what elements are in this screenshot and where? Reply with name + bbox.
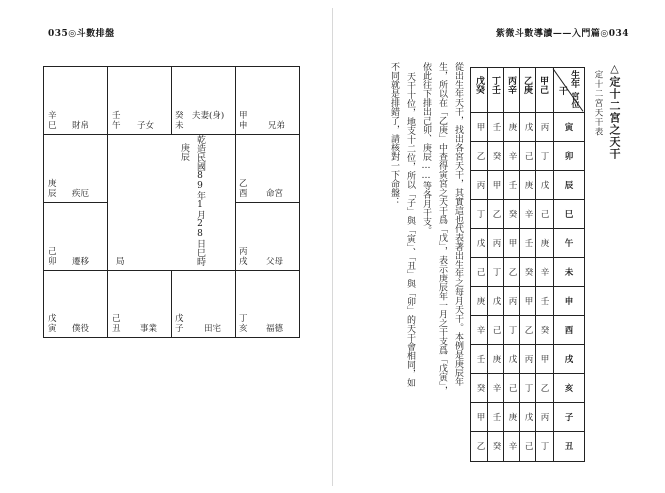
stem-cell: 乙 (524, 326, 534, 336)
cell-palace: 子女 (137, 121, 155, 131)
palace-cell: 丑 (564, 442, 574, 452)
table-line (471, 170, 584, 171)
chart-grid-line (44, 134, 299, 135)
cell-stem-branch: 丁亥 (239, 314, 248, 334)
page-gutter (332, 8, 333, 486)
year-head: 丙辛 (506, 76, 516, 94)
corner-year-label: 生年 (569, 70, 579, 88)
cell-palace: 命宮 (266, 189, 284, 199)
stem-cell: 辛 (524, 210, 534, 220)
table-line (471, 344, 584, 345)
palace-cell: 卯 (564, 152, 574, 162)
cell-stem-branch: 戊寅 (48, 314, 57, 334)
stem-cell: 甲 (476, 413, 486, 423)
stem-cell: 乙 (492, 210, 502, 220)
stem-cell: 戊 (524, 123, 534, 133)
stem-cell: 乙 (476, 442, 486, 452)
stem-cell: 丁 (508, 326, 518, 336)
corner-palace-label: 宮位 (571, 92, 581, 108)
cell-stem-branch: 癸未 (175, 111, 184, 131)
stem-cell: 丙 (540, 413, 550, 423)
chart-grid-line (235, 202, 299, 203)
stem-cell: 壬 (508, 181, 518, 191)
cell-palace: 父母 (266, 257, 284, 267)
cell-stem-branch: 壬午 (112, 111, 121, 131)
table-line (471, 228, 584, 229)
chart-grid-line (171, 67, 172, 134)
stem-cell: 戊 (492, 297, 502, 307)
stem-cell: 壬 (540, 297, 550, 307)
stem-cell: 癸 (540, 326, 550, 336)
stem-cell: 癸 (524, 268, 534, 278)
stem-cell: 乙 (508, 268, 518, 278)
palace-cell: 申 (564, 297, 574, 307)
stem-cell: 壬 (476, 355, 486, 365)
cell-stem-branch: 己丑 (112, 314, 121, 334)
cell-stem-branch: 庚辰 (48, 179, 57, 199)
right-running-header: 紫微斗數導讀——入門篇◎034 (495, 29, 629, 39)
table-line (471, 373, 584, 374)
stem-cell: 丙 (508, 297, 518, 307)
stem-cell: 己 (540, 210, 550, 220)
palace-cell: 亥 (564, 384, 574, 394)
stem-cell: 己 (524, 152, 534, 162)
cell-palace: 遷移 (72, 257, 90, 267)
palace-cell: 寅 (564, 123, 574, 133)
cell-stem-branch: 戊子 (175, 314, 184, 334)
cell-palace: 兄弟 (268, 121, 286, 131)
cell-stem-branch: 己卯 (48, 247, 57, 267)
stem-cell: 丁 (476, 210, 486, 220)
left-running-header: 035◎斗數排盤 (48, 29, 115, 39)
year-head: 乙庚 (522, 76, 532, 94)
stem-cell: 庚 (540, 239, 550, 249)
cell-stem-branch: 甲申 (239, 111, 248, 131)
stem-cell: 癸 (492, 152, 502, 162)
stem-cell: 丁 (492, 268, 502, 278)
stem-cell: 癸 (476, 384, 486, 394)
table-line (471, 199, 584, 200)
palace-cell: 子 (564, 413, 574, 423)
body-paragraph: 生，所以在「乙庚」中查得寅宮之天干爲「戊」，表示庚辰年一月之干支爲「戊寅」， (437, 62, 447, 395)
stem-cell: 庚 (492, 355, 502, 365)
cell-palace: 僕役 (72, 324, 90, 334)
palace-cell: 戌 (564, 355, 574, 365)
stem-cell: 丙 (476, 181, 486, 191)
stem-cell: 庚 (508, 123, 518, 133)
stem-cell: 癸 (508, 210, 518, 220)
stem-cell: 辛 (476, 326, 486, 336)
palace-cell: 巳 (564, 210, 574, 220)
stem-cell: 壬 (492, 413, 502, 423)
stem-cell: 己 (508, 384, 518, 394)
cell-palace: 財帛 (72, 121, 90, 131)
body-paragraph: 依此往下排出己卯、庚辰……等各月干支。 (421, 62, 431, 235)
corner-stem-label: 干 (557, 86, 567, 95)
table-line (471, 141, 584, 142)
stem-cell: 戊 (524, 413, 534, 423)
cell-stem-branch: 乙酉 (239, 179, 248, 199)
stem-cell: 甲 (524, 297, 534, 307)
palace-cell: 未 (564, 268, 574, 278)
chart-grid-line (44, 202, 107, 203)
stem-cell: 己 (524, 442, 534, 452)
body-paragraph: 不同就是排錯了，請核對一下命盤： (389, 62, 399, 206)
cell-palace: 夫妻(身) (192, 111, 225, 121)
stem-cell: 壬 (492, 123, 502, 133)
stem-cell: 癸 (492, 442, 502, 452)
birth-info: 乾造民國89年1月28日巳時 (195, 135, 205, 266)
stem-cell: 丙 (492, 239, 502, 249)
stem-cell: 乙 (476, 152, 486, 162)
stem-cell: 壬 (524, 239, 534, 249)
stem-cell: 辛 (508, 152, 518, 162)
stem-cell: 丙 (540, 123, 550, 133)
body-paragraph: 天干十位，地支十二位，所以「子」與「寅」、「丑」與「卯」的天干會相同，如 (405, 72, 415, 387)
birth-year: 庚辰 (179, 143, 189, 161)
table-line (471, 431, 584, 432)
year-head: 戊癸 (474, 76, 484, 94)
table-subtitle: 定十二宮天干表 (593, 70, 603, 137)
table-line (471, 286, 584, 287)
table-line (471, 315, 584, 316)
year-head: 丁壬 (490, 76, 500, 94)
stem-cell: 甲 (508, 239, 518, 249)
palace-stem-table (470, 67, 585, 462)
cell-stem-branch: 辛巳 (48, 111, 57, 131)
palace-cell: 午 (564, 239, 574, 249)
stem-cell: 甲 (492, 181, 502, 191)
stem-cell: 丁 (540, 152, 550, 162)
palace-cell: 辰 (564, 181, 574, 191)
stem-cell: 戊 (476, 239, 486, 249)
ju-label: 局 (116, 257, 125, 267)
stem-cell: 丙 (524, 355, 534, 365)
stem-cell: 庚 (508, 413, 518, 423)
stem-cell: 甲 (540, 355, 550, 365)
cell-palace: 福德 (266, 324, 284, 334)
cell-palace: 疾厄 (72, 189, 90, 199)
body-paragraph: 從出生年天干，找出各宮天干，其實這也代表著出生年之每月天干。本例是庚辰年 (453, 62, 463, 386)
stem-cell: 己 (492, 326, 502, 336)
stem-cell: 甲 (476, 123, 486, 133)
stem-cell: 辛 (492, 384, 502, 394)
chart-grid-line (171, 270, 172, 337)
table-line (471, 257, 584, 258)
stem-cell: 乙 (540, 384, 550, 394)
cell-stem-branch: 丙戌 (239, 247, 248, 267)
year-head: 甲己 (538, 76, 548, 94)
stem-cell: 丁 (524, 384, 534, 394)
chart-grid-line (107, 67, 108, 337)
palace-cell: 酉 (564, 326, 574, 336)
stem-cell: 庚 (476, 297, 486, 307)
stem-cell: 辛 (540, 268, 550, 278)
stem-cell: 戊 (540, 181, 550, 191)
table-line (471, 112, 584, 113)
cell-palace: 田宅 (204, 324, 222, 334)
table-line (471, 402, 584, 403)
destiny-chart (43, 66, 300, 338)
stem-cell: 己 (476, 268, 486, 278)
stem-cell: 庚 (524, 181, 534, 191)
chart-grid-line (44, 270, 299, 271)
section-title: △定十二宮之天干 (608, 62, 621, 160)
stem-cell: 辛 (508, 442, 518, 452)
cell-palace: 事業 (140, 324, 158, 334)
stem-cell: 戊 (508, 355, 518, 365)
stem-cell: 丁 (540, 442, 550, 452)
